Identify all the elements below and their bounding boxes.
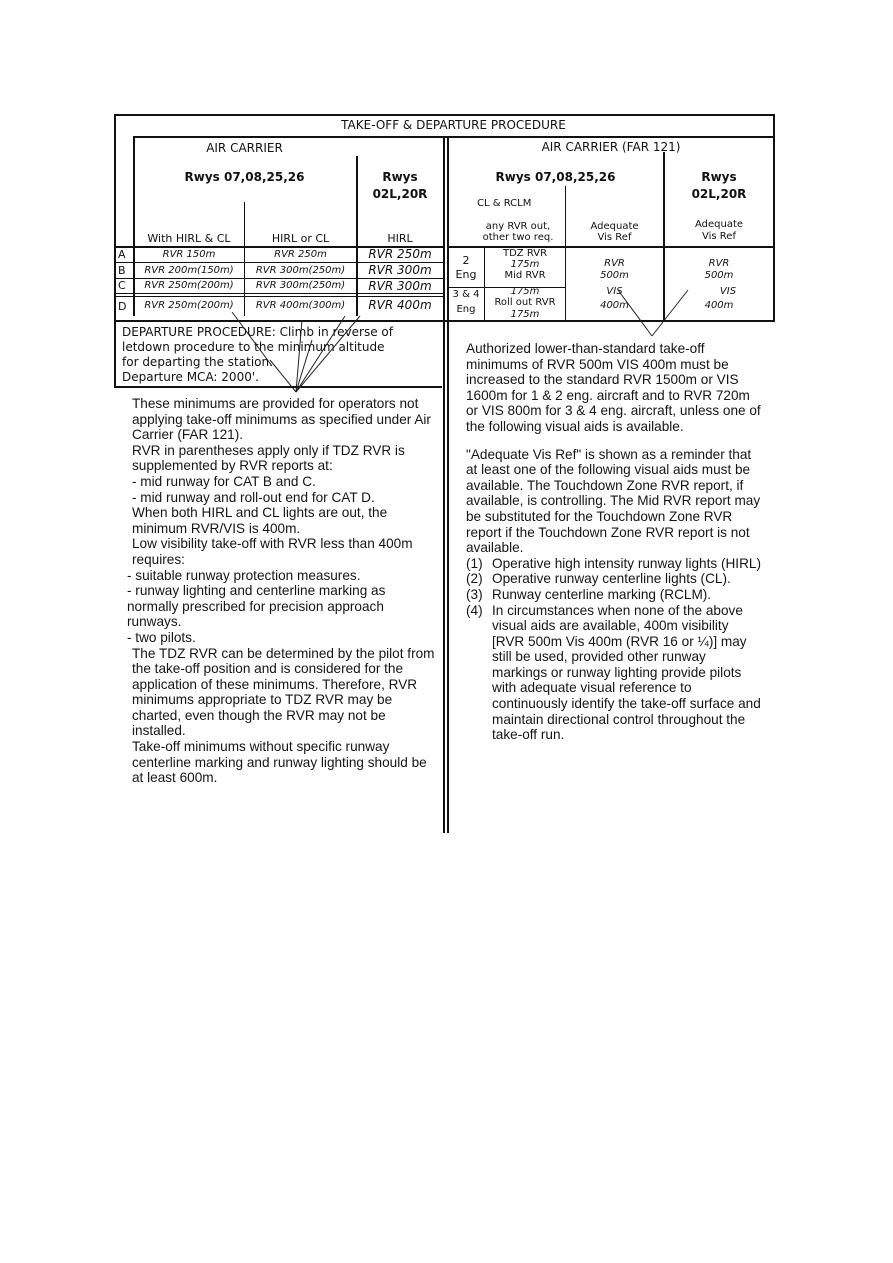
adequate-vis-ref-1a: Adequate bbox=[590, 221, 639, 232]
vis-label-b: VIS bbox=[719, 286, 737, 297]
left-note-3: When both HIRL and CL lights are out, the minimum RVR/VIS is 400m. bbox=[132, 505, 388, 536]
right-rwys-main: Rwys 07,08,25,26 bbox=[495, 170, 616, 184]
adequate-vis-ref-2a: Adequate bbox=[694, 219, 744, 230]
departure-line-4: Departure MCA: 2000'. bbox=[122, 370, 259, 384]
pointer-left-5 bbox=[296, 316, 360, 392]
right-section-header: AIR CARRIER (FAR 121) bbox=[541, 140, 681, 154]
cat-label-b: B bbox=[118, 264, 126, 277]
pointer-right-1 bbox=[618, 290, 652, 336]
right-rwys-alt-2: 02L,20R bbox=[691, 187, 747, 201]
eng-34-sub: Eng bbox=[456, 304, 476, 315]
visual-aid-text-1: Operative high intensity runway lights (HIRL) bbox=[492, 555, 761, 571]
mid-rvr-value: 175m bbox=[510, 286, 540, 297]
left-note-4: Low visibility take-off with RVR less than 400m requires: bbox=[132, 536, 413, 567]
visual-aid-item-2 bbox=[466, 571, 764, 587]
left-col-header-2: HIRL or CL bbox=[271, 232, 330, 245]
left-note-2: RVR in parentheses apply only if TDZ RVR is supplemented by RVR reports at: bbox=[132, 442, 405, 474]
visual-aid-text-2: Operative runway centerline lights (CL). bbox=[492, 571, 731, 587]
row-c-c2: RVR 300m(250m) bbox=[255, 280, 346, 291]
row-b-c2: RVR 300m(250m) bbox=[255, 265, 346, 276]
departure-line-3: for departing the station. bbox=[122, 355, 273, 369]
row-b-c1: RVR 200m(150m) bbox=[144, 265, 234, 276]
any-rvr-out-2: other two req. bbox=[482, 232, 554, 243]
adequate-vis-ref-2b: Vis Ref bbox=[702, 231, 736, 242]
pointer-left-6 bbox=[270, 360, 296, 392]
left-note-6: Take-off minimums without specific runway centerline marking and runway lighting should be at least 600m. bbox=[132, 739, 427, 786]
vis-value-a: 400m bbox=[600, 300, 629, 311]
left-col-header-1: With HIRL & CL bbox=[147, 232, 231, 245]
cat-label-d: D bbox=[118, 300, 127, 313]
pointer-left-1 bbox=[232, 312, 272, 366]
left-note-2b: - mid runway and roll-out end for CAT D. bbox=[132, 489, 375, 505]
rvr-value-a: 500m bbox=[600, 270, 629, 281]
row-a-c3: RVR 250m bbox=[368, 247, 432, 261]
departure-line-1: DEPARTURE PROCEDURE: Climb in reverse of bbox=[122, 325, 394, 339]
row-d-c3: RVR 400m bbox=[368, 298, 432, 312]
rvr-value-b: 500m bbox=[704, 270, 734, 281]
visual-aid-item-3 bbox=[466, 587, 764, 603]
left-note-4b: - runway lighting and centerline marking as normally prescribed for precision approach runways. bbox=[127, 583, 386, 630]
row-c-c1: RVR 250m(200m) bbox=[144, 280, 234, 291]
table-title: TAKE-OFF & DEPARTURE PROCEDURE bbox=[341, 118, 566, 132]
visual-aid-num-3: (3) bbox=[466, 586, 483, 602]
right-note-1: Authorized lower-than-standard take-off minimums of RVR 500m VIS 400m must be increased to the standard RVR 1500m or VIS 1600m for 1 & 2 eng. aircraft and to RVR 720m or VIS 800m for 3 & 4 eng. aircraft, unless one of the following visual aids is available. bbox=[466, 341, 761, 434]
adequate-vis-ref-1b: Vis Ref bbox=[597, 232, 632, 243]
visual-aid-item-4 bbox=[466, 603, 764, 743]
visual-aid-text-3: Runway centerline marking (RCLM). bbox=[492, 586, 712, 602]
left-note-4a: - suitable runway protection measures. bbox=[127, 567, 361, 583]
rvr-label-a: RVR bbox=[604, 258, 625, 269]
left-rwys-alt-1: Rwys bbox=[382, 170, 418, 184]
eng-2-label: 2 bbox=[462, 254, 470, 267]
cat-label-c: C bbox=[118, 279, 126, 292]
rollout-rvr-value: 175m bbox=[510, 309, 540, 320]
departure-line-2: letdown procedure to the minimum altitude bbox=[122, 340, 385, 354]
row-d-c2: RVR 400m(300m) bbox=[255, 300, 346, 311]
row-a-c1: RVR 150m bbox=[162, 249, 216, 260]
left-col-header-3: HIRL bbox=[387, 232, 413, 245]
row-b-c3: RVR 300m bbox=[368, 263, 432, 277]
cl-rclm-label: CL & RCLM bbox=[477, 198, 532, 209]
mid-rvr-label: Mid RVR bbox=[504, 270, 546, 281]
pointer-left-4 bbox=[296, 316, 345, 392]
right-rwys-alt-1: Rwys bbox=[701, 170, 737, 184]
row-d-c1: RVR 250m(200m) bbox=[144, 300, 234, 311]
right-spacer bbox=[466, 435, 764, 447]
vis-label-a: VIS bbox=[606, 286, 623, 297]
row-a-c2: RVR 250m bbox=[274, 249, 327, 260]
right-note-2: "Adequate Vis Ref" is shown as a reminder that at least one of the following visual aids must be available. The Touchdown Zone RVR report, if available, is controlling. The Mid RVR report may be substituted for the Touchdown Zone RVR report if the Touchdown Zone RVR report is not available. bbox=[466, 446, 761, 556]
left-rwys-main: Rwys 07,08,25,26 bbox=[184, 170, 305, 184]
right-notes bbox=[466, 341, 764, 743]
tdz-rvr-value: 175m bbox=[510, 259, 540, 270]
visual-aid-item-1 bbox=[466, 556, 764, 572]
rollout-rvr-label: Roll out RVR bbox=[494, 297, 556, 308]
visual-aid-text-4: In circumstances when none of the above visual aids are available, 400m visibility [RVR 500m Vis 400m (RVR 16 or ¼)] may still be used, provided other runway markings or runway lighting provide pilots with adequate visual reference to continuously identify the take-off surface and maintain directional control throughout the take-off run. bbox=[492, 602, 761, 743]
eng-2-sub: Eng bbox=[455, 268, 477, 281]
left-note-5: The TDZ RVR can be determined by the pilot from the take-off position and is considered for the application of these minimums. Therefore, RVR minimums appropriate to TDZ RVR may be charted, even though the RVR may not be installed. bbox=[132, 645, 435, 739]
row-c-c3: RVR 300m bbox=[368, 279, 432, 293]
visual-aid-num-4: (4) bbox=[466, 602, 483, 618]
pointer-right-2 bbox=[652, 290, 688, 336]
left-note-2a: - mid runway for CAT B and C. bbox=[132, 473, 316, 489]
left-notes bbox=[127, 396, 437, 786]
left-section-header: AIR CARRIER bbox=[206, 141, 283, 155]
left-note-4c: - two pilots. bbox=[127, 629, 196, 645]
left-note-1: These minimums are provided for operators not applying take-off minimums as specified under Air Carrier (FAR 121). bbox=[132, 396, 431, 443]
vis-value-b: 400m bbox=[704, 300, 734, 311]
eng-34-label: 3 & 4 bbox=[452, 289, 480, 300]
left-rwys-alt-2: 02L,20R bbox=[372, 187, 428, 201]
cat-label-a: A bbox=[118, 248, 126, 261]
rvr-label-b: RVR bbox=[708, 258, 730, 269]
visual-aid-num-1: (1) bbox=[466, 555, 483, 571]
visual-aid-num-2: (2) bbox=[466, 571, 483, 587]
tdz-rvr-label: TDZ RVR bbox=[502, 248, 548, 259]
any-rvr-out-1: any RVR out, bbox=[485, 221, 551, 232]
